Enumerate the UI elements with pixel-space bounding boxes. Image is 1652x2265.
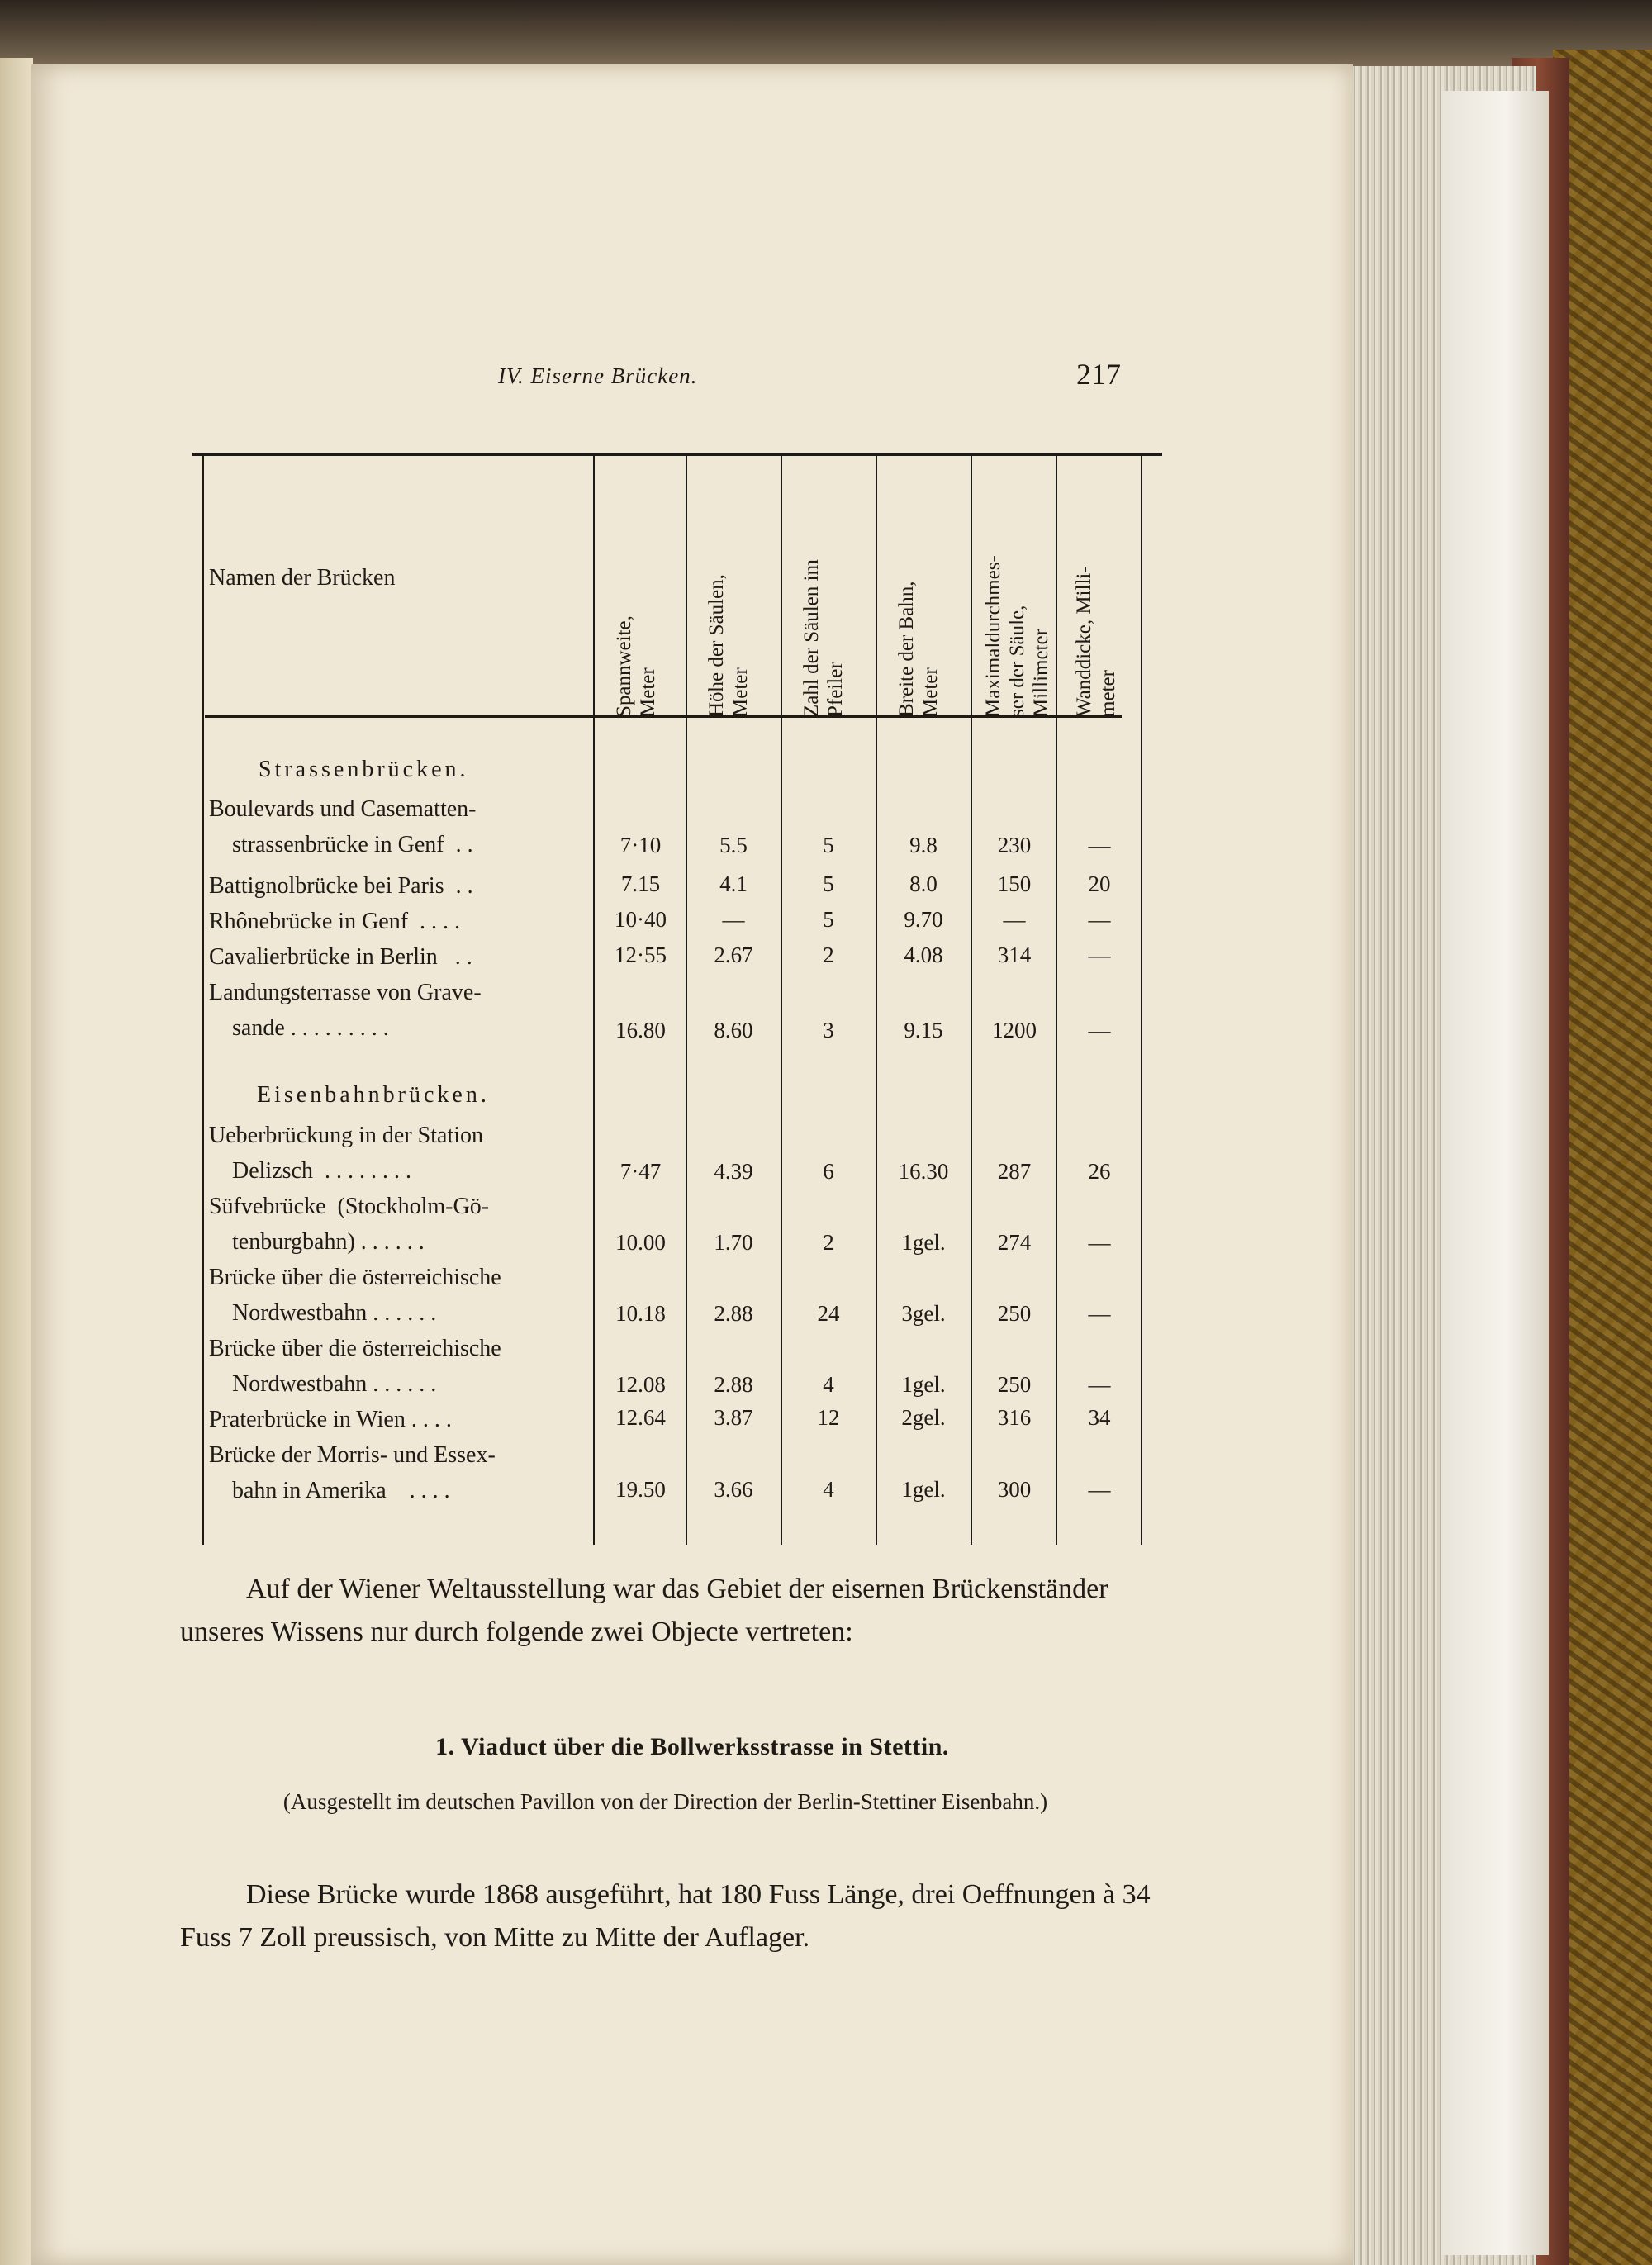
value-spannweite: 12.64	[615, 1405, 666, 1430]
value-wanddicke: —	[1088, 833, 1111, 857]
value-hoehe: 4.1	[719, 871, 748, 896]
value-hoehe: 2.88	[714, 1301, 753, 1326]
value-zahl: 2	[823, 1230, 834, 1255]
value-spannweite: 12.08	[615, 1372, 666, 1397]
bridge-name: Battignolbrücke bei Paris . .	[209, 873, 473, 899]
running-head-title: IV. Eiserne Brücken.	[498, 363, 698, 388]
table-col-rule	[971, 456, 972, 1545]
value-durchmesser: 314	[997, 943, 1032, 967]
value-breite: 2gel.	[901, 1405, 946, 1430]
running-head	[31, 358, 1353, 405]
value-wanddicke: —	[1088, 1230, 1111, 1255]
section-heading: 1. Viaduct über die Bollwerksstrasse in Stettin.	[435, 1733, 949, 1760]
bridge-name: Boulevards und Casematten- strassenbrücke in Genf . .	[209, 796, 477, 857]
value-spannweite: 10·40	[615, 907, 667, 932]
table-col-rule	[876, 456, 877, 1545]
value-breite: 9.15	[904, 1018, 943, 1042]
column-header-durchmesser: Maximaldurchmes- ser der Säule, Millimeter	[982, 555, 1052, 717]
value-spannweite: 7·10	[620, 833, 662, 857]
value-zahl: 5	[823, 871, 834, 896]
value-wanddicke: —	[1088, 1372, 1111, 1397]
value-hoehe: 1.70	[714, 1230, 753, 1255]
value-durchmesser: 230	[997, 833, 1032, 857]
value-spannweite: 16.80	[615, 1018, 666, 1042]
bridge-name: Süfvebrücke (Stockholm-Gö- tenburgbahn) . . . . . .	[209, 1194, 490, 1255]
value-durchmesser: 316	[997, 1405, 1032, 1430]
value-wanddicke: 20	[1088, 871, 1111, 896]
value-zahl: 24	[817, 1301, 840, 1326]
value-hoehe: 2.67	[714, 943, 753, 967]
value-spannweite: 7·47	[620, 1159, 662, 1184]
value-breite: 8.0	[909, 871, 938, 896]
table-top-rule	[192, 453, 1162, 456]
value-durchmesser: 274	[997, 1230, 1032, 1255]
value-breite: 1gel.	[901, 1477, 946, 1502]
value-hoehe: 3.87	[714, 1405, 753, 1430]
value-durchmesser: 250	[997, 1301, 1032, 1326]
paragraph-text: Diese Brücke wurde 1868 ausgeführt, hat 180 Fuss Länge, drei Oeffnungen à 34 Fuss 7 Zoll preussisch, von Mitte zu Mitte der Auflager.	[180, 1879, 1151, 1953]
column-header-name: Namen der Brücken	[209, 565, 396, 591]
value-zahl: 4	[823, 1372, 834, 1397]
section-label-strassenbruecken: Strassenbrücken.	[259, 757, 469, 782]
bridge-name: Brücke der Morris- und Essex- bahn in Amerika . . . .	[209, 1442, 496, 1503]
value-spannweite: 10.18	[615, 1301, 666, 1326]
value-zahl: 5	[823, 907, 834, 932]
value-wanddicke: 34	[1088, 1405, 1111, 1430]
previous-page-edge	[0, 58, 33, 2265]
value-wanddicke: —	[1088, 1018, 1111, 1042]
value-breite: 1gel.	[901, 1372, 946, 1397]
paragraph	[180, 1873, 1151, 1959]
table-left-rule	[202, 456, 204, 1545]
value-wanddicke: —	[1088, 907, 1111, 932]
value-spannweite: 19.50	[615, 1477, 666, 1502]
bridge-name: Cavalierbrücke in Berlin . .	[209, 944, 472, 970]
bridge-name: Rhônebrücke in Genf . . . .	[209, 909, 461, 934]
bridge-name: Ueberbrückung in der Station Delizsch . . . . . . . .	[209, 1123, 484, 1184]
table-col-rule	[781, 456, 782, 1545]
column-header-spannweite: Spannweite, Meter	[613, 615, 659, 717]
section-label-eisenbahnbruecken: Eisenbahnbrücken.	[257, 1082, 490, 1108]
value-zahl: 5	[823, 833, 834, 857]
value-zahl: 6	[823, 1159, 834, 1184]
bridge-name: Brücke über die österreichische Nordwestbahn . . . . . .	[209, 1265, 501, 1326]
value-spannweite: 7.15	[620, 871, 661, 896]
paragraph-text: Auf der Wiener Weltausstellung war das Gebiet der eisernen Brückenständer unseres Wissens nur durch folgende zwei Objecte vertreten:	[180, 1574, 1108, 1647]
value-breite: 16.30	[898, 1159, 949, 1184]
value-breite: 9.70	[904, 907, 943, 932]
value-wanddicke: 26	[1088, 1159, 1111, 1184]
value-hoehe: 5.5	[719, 833, 748, 857]
table-col-rule	[1056, 456, 1057, 1545]
book-binding-top	[0, 0, 1652, 66]
value-durchmesser: 150	[997, 871, 1032, 896]
table-right-rule	[1141, 456, 1142, 1545]
value-wanddicke: —	[1088, 1301, 1111, 1326]
column-header-zahl: Zahl der Säulen im Pfeiler	[800, 559, 847, 717]
exhibit-note: (Ausgestellt im deutschen Pavillon von der Direction der Berlin-Stettiner Eisenbahn.)	[282, 1789, 1048, 1814]
bridge-name: Praterbrücke in Wien . . . .	[209, 1407, 452, 1432]
page-number: 217	[1076, 358, 1121, 391]
endpaper	[1441, 91, 1549, 2255]
value-zahl: 2	[823, 943, 834, 967]
column-header-hoehe: Höhe der Säulen, Meter	[705, 574, 752, 717]
value-durchmesser: 300	[997, 1477, 1032, 1502]
value-wanddicke: —	[1088, 1477, 1111, 1502]
value-zahl: 3	[823, 1018, 834, 1042]
value-spannweite: 10.00	[615, 1230, 666, 1255]
value-wanddicke: —	[1088, 943, 1111, 967]
table-col-rule	[686, 456, 687, 1545]
value-durchmesser: 1200	[992, 1018, 1037, 1042]
bridge-name: Landungsterrasse von Grave- sande . . . . . . . . .	[209, 980, 482, 1041]
value-hoehe: —	[722, 907, 745, 932]
value-hoehe: 2.88	[714, 1372, 753, 1397]
value-breite: 9.8	[909, 833, 938, 857]
value-spannweite: 12·55	[615, 943, 667, 967]
value-zahl: 4	[823, 1477, 834, 1502]
value-durchmesser: 287	[997, 1159, 1032, 1184]
paragraph	[180, 1568, 1151, 1654]
column-header-breite: Breite der Bahn, Meter	[895, 581, 942, 717]
value-breite: 1gel.	[901, 1230, 946, 1255]
value-hoehe: 8.60	[714, 1018, 753, 1042]
value-breite: 4.08	[904, 943, 943, 967]
bridge-name: Brücke über die österreichische Nordwestbahn . . . . . .	[209, 1336, 501, 1397]
value-breite: 3gel.	[901, 1301, 946, 1326]
value-hoehe: 3.66	[714, 1477, 753, 1502]
book-page	[31, 64, 1353, 2265]
value-durchmesser: 250	[997, 1372, 1032, 1397]
value-hoehe: 4.39	[714, 1159, 753, 1184]
value-durchmesser: —	[1003, 907, 1026, 932]
value-zahl: 12	[817, 1405, 840, 1430]
bridge-table	[159, 453, 1162, 1548]
column-header-wanddicke: Wanddicke, Milli- meter	[1073, 566, 1119, 717]
